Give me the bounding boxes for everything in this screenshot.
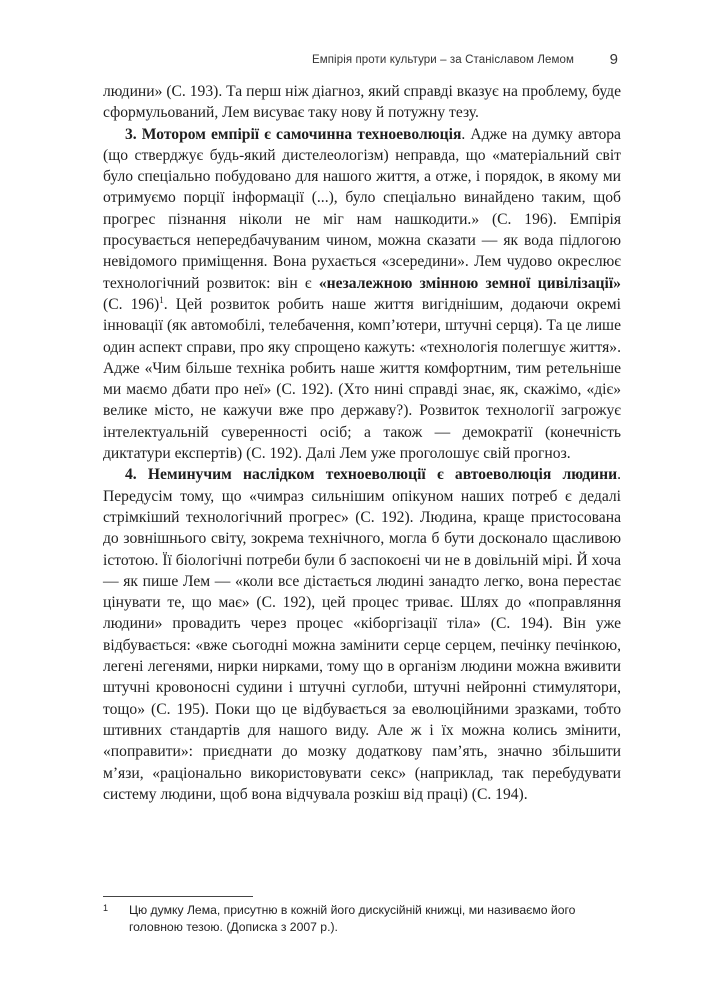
footnote <box>103 902 621 936</box>
paragraph-3 <box>103 464 621 805</box>
paragraph-2 <box>103 124 621 465</box>
paragraph-2-bold-quote: «незалежною змінною земної цивілізації» <box>318 274 621 292</box>
paragraph-2-text-b: (С. 196) <box>103 295 160 313</box>
paragraph-2-text-a: . Адже на думку автора (що стверджує будь-який дистелеологізм) неправда, що «матеріальний світ було спеціально побудовано для нашого життя, а отже, і порядок, в якому ми отримуємо порції інформації (...), було спеціально винайдено таким, щоб прогрес пізнання ніколи не міг нам нашкодити.» (С. 196). Емпірія просувається непередбачуваним чином, можна сказати — як вода підлогою невідомого приміщення. Вона рухається «зсередини». Лем чудово окреслює технологічний розвиток: він є <box>103 125 621 292</box>
running-title: Емпірія проти культури – за Станіславом Лемом <box>311 54 574 66</box>
page-header <box>100 52 618 72</box>
paragraph-1-text: людини» (С. 193). Та перш ніж діагноз, який справді вказує на проблему, буде сформульований, Лем висуває таку нову й потужну тезу. <box>103 83 621 122</box>
footnote-reference[interactable]: 1 <box>159 294 164 305</box>
footnote-divider <box>103 896 253 897</box>
paragraph-2-text-c: . Цей розвиток робить наше життя вигіднішим, додаючи окремі інновації (як автомобілі, телебачення, комп’ютери, штучні серця). Та це лише один аспект справи, про яку спрощено кажуть: «технологія полегшує життя». Адже «Чим більше техніка робить наше життя комфортним, тим ретельніше ми маємо дбати про неї» (С. 192). (Хто нині справді знає, як, скажімо, «діє» велике місто, не кажучи вже про державу?). Розвиток технології загрожує інтелектуальній суверенності осіб; а також — демократії (конечність диктатури експертів) (С. 192). Далі Лем уже проголошує свій прогноз. <box>103 295 621 463</box>
page-number: 9 <box>609 51 618 68</box>
section-4-heading: 4. Неминучим наслідком техноеволюції є автоеволюція людини <box>125 466 618 484</box>
footnote-text: Цю думку Лема, присутню в кожній його дискусійній книжці, ми називаємо його головною тезою. (Дописка з 2007 р.). <box>129 903 576 934</box>
paragraph-1 <box>103 81 621 124</box>
paragraph-3-text: . Передусім тому, що «чимраз сильнішим опікуном наших потреб є дедалі стрімкіший технологічний прогрес» (С. 192). Людина, краще пристосована до зовнішнього світу, зокрема технічного, могла б бути досконало щасливою істотою. Її біологічні потреби були б заспокоєні чи не в довільній мірі. Й хоча — як пише Лем — «коли все дістається людині занадто легко, вона перестає цінувати те, що має» (С. 192), цей процес триває. Шлях до «поправляння людини» провадить через процес «кіборгізації тіла» (С. 194). Він уже відбувається: «вже сьогодні можна замінити серце серцем, печінку печінкою, легені легенями, нирки нирками, тому що в організм людини можна вживити штучні кровоносні судини і штучні суглоби, штучні нейронні стимулятори, тощо» (С. 195). Поки що це відбувається за еволюційними зразками, тобто штивних стандартів для нашого виду. Але ж і їх можна колись змінити, «поправити»: приєднати до мозку додаткову пам’ять, значно збільшити м’язи, «раціонально використовувати секс» (наприклад, так перебудувати систему людини, щоб вона відчувала розкіш від праці) (С. 194). <box>103 466 621 803</box>
body-text <box>103 81 621 805</box>
footnote-mark: 1 <box>103 903 109 913</box>
section-3-heading: 3. Мотором емпірії є самочинна техноеволюція <box>125 125 462 143</box>
